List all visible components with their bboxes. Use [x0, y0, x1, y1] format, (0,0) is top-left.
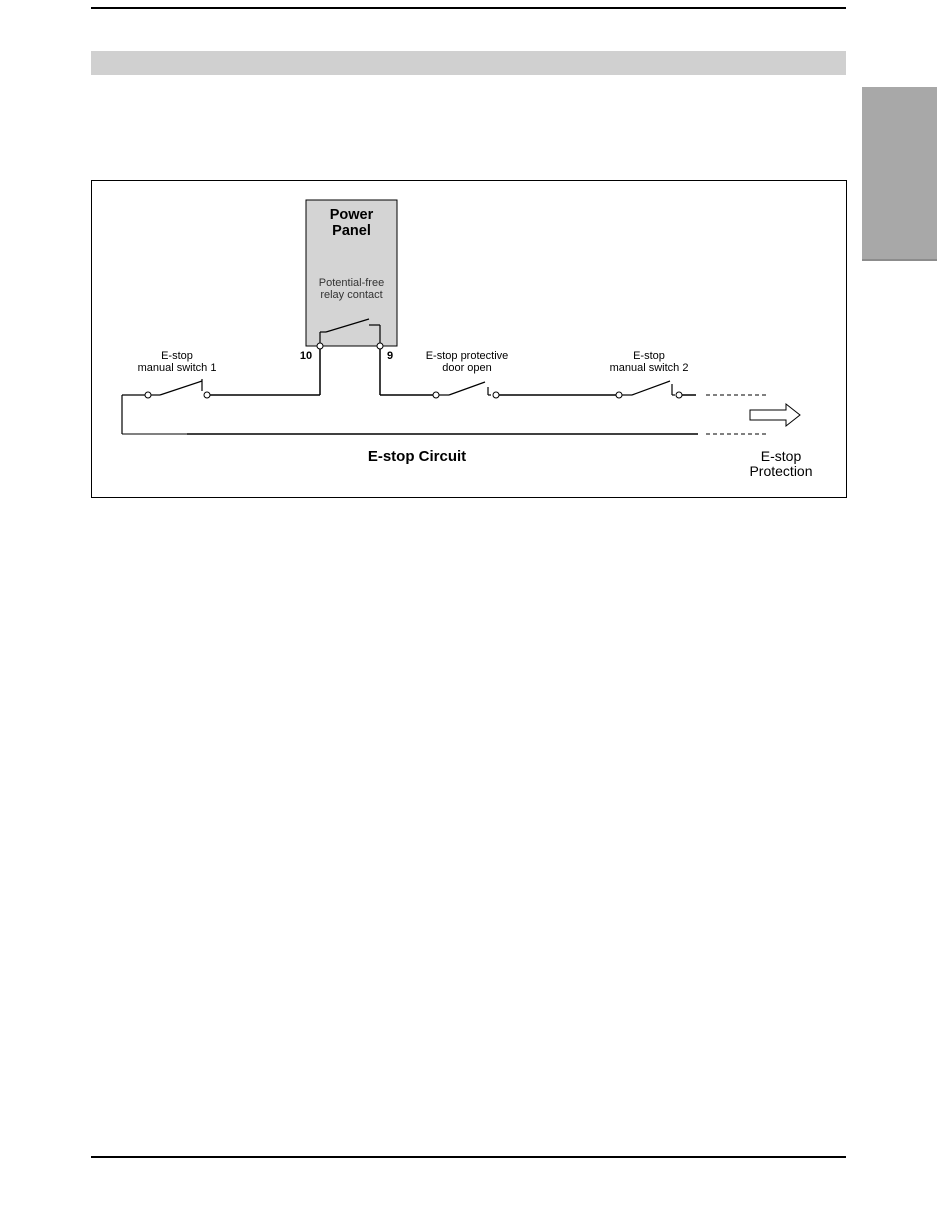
switch2-node-right: [676, 392, 682, 398]
switch1-blade: [160, 381, 202, 395]
estop-circuit-figure: [91, 180, 847, 498]
terminal-9-label: 9: [386, 350, 394, 362]
chapter-side-tab[interactable]: [862, 87, 937, 259]
terminal-9-node: [377, 343, 383, 349]
door-switch-node-left: [433, 392, 439, 398]
estop-protection-label: E-stop Protection: [749, 448, 813, 480]
top-rule: [91, 7, 846, 9]
power-panel-title: Power Panel: [329, 207, 374, 239]
protection-arrow-icon: [750, 404, 800, 426]
terminal-10-node: [317, 343, 323, 349]
terminal-10-label: 10: [299, 350, 313, 362]
section-header-bar: [91, 51, 846, 75]
door-switch-label: E-stop protective door open: [425, 350, 509, 375]
door-switch-node-right: [493, 392, 499, 398]
estop-circuit-label: E-stop Circuit: [367, 448, 467, 465]
switch2-label: E-stop manual switch 2: [609, 350, 689, 375]
side-tab-shadow: [862, 259, 937, 261]
switch1-node-right: [204, 392, 210, 398]
door-switch-blade: [449, 382, 485, 395]
footer-rule: [91, 1156, 846, 1158]
relay-contact-label: Potential-free relay contact: [318, 277, 385, 302]
switch2-blade: [632, 381, 670, 395]
switch1-label: E-stop manual switch 1: [137, 350, 217, 375]
switch1-node-left: [145, 392, 151, 398]
switch2-node-left: [616, 392, 622, 398]
